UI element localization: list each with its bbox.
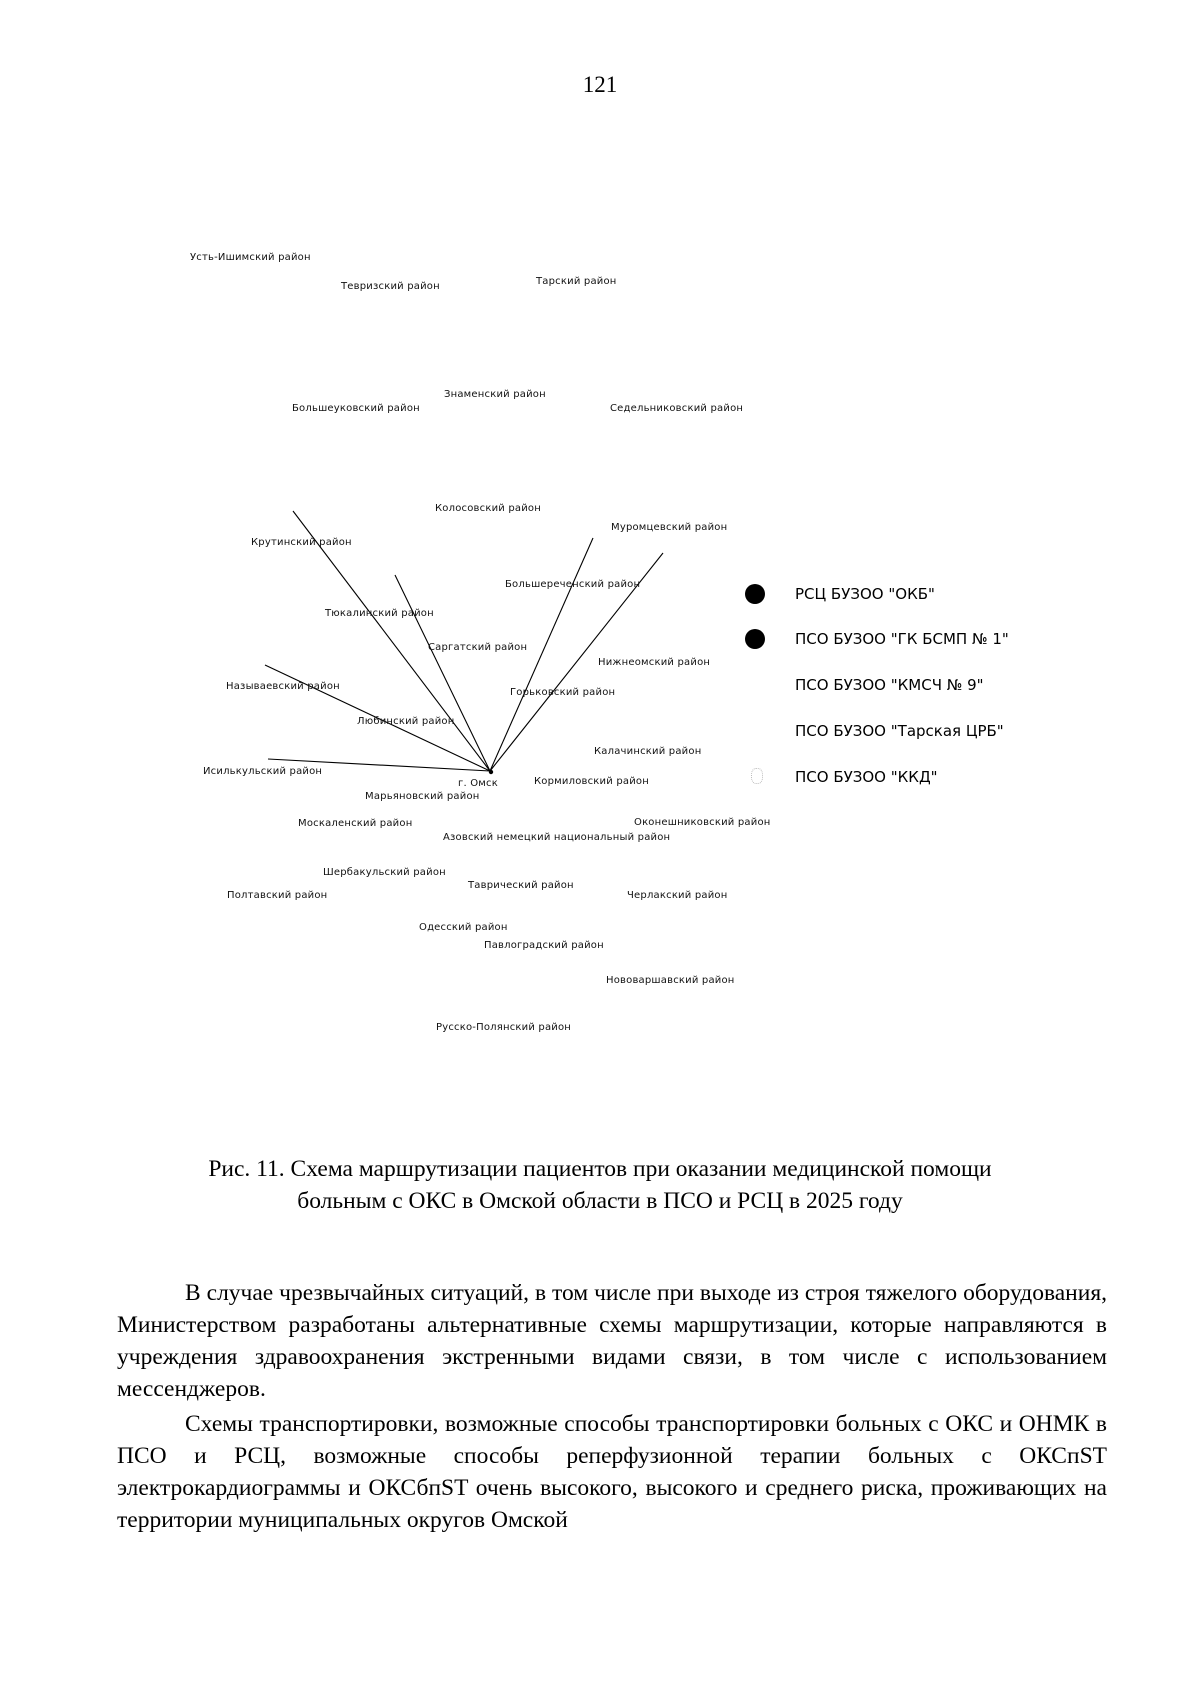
page-number: 121 — [582, 72, 618, 97]
district-label-odesskoe: Одесский район — [419, 922, 508, 933]
legend-label: РСЦ БУЗОО "ОКБ" — [795, 585, 935, 603]
district-label-gorkovskoe: Горьковский район — [510, 687, 616, 698]
legend-marker-filled-circle — [745, 629, 765, 649]
body-text — [117, 1277, 1107, 1539]
district-label-nizhneomka: Нижнеомский район — [598, 657, 711, 668]
omsk-center-point — [489, 770, 493, 774]
district-label-maryanovka: Марьяновский район — [365, 791, 480, 802]
route-line-tyukalinsk — [395, 575, 490, 771]
paragraph: В случае чрезвычайных ситуаций, в том числе при выходе из строя тяжелого оборудования, Министерством разработаны альтернативные схемы маршрутизации, которые направляются в учреждения здравоохранения экстренными видами связи, в том числе с использованием мессенджеров. — [117, 1280, 1107, 1402]
district-label-znamenskoe: Знаменский район — [444, 389, 546, 400]
district-label-muromtsevo: Муромцевский район — [611, 522, 728, 533]
legend-marker-faint — [751, 768, 763, 784]
legend-label: ПСО БУЗОО "ГК БСМП № 1" — [795, 630, 1009, 648]
district-label-krutinka: Крутинский район — [251, 537, 352, 548]
caption-line: больным с ОКС в Омской области в ПСО и РСЦ в 2025 году — [297, 1188, 903, 1214]
paragraph: Схемы транспортировки, возможные способы транспортировки больных с ОКС и ОНМК в ПСО и РСЦ, возможные способы реперфузионной терапии больных с ОКСпST электрокардиограммы и ОКСбпST очень высокого, высокого и среднего риска, проживающих на территории муниципальных округов Омской — [117, 1411, 1107, 1533]
legend-label: ПСО БУЗОО "КМСЧ № 9" — [795, 676, 984, 694]
district-label-ust-ishim: Усть-Ишимский район — [190, 252, 311, 263]
legend-label: ПСО БУЗОО "Тарская ЦРБ" — [795, 722, 1004, 740]
caption-line: Рис. 11. Схема маршрутизации пациентов при оказании медицинской помощи — [208, 1156, 992, 1182]
district-label-omsk: г. Омск — [458, 778, 498, 789]
district-label-sedelnikovo: Седельниковский район — [610, 403, 744, 414]
legend-marker-filled-circle — [745, 584, 765, 604]
district-label-kolosovka: Колосовский район — [435, 503, 541, 514]
district-label-tara: Тарский район — [536, 276, 617, 287]
district-label-kalachinsk: Калачинский район — [594, 746, 702, 757]
district-label-sherbakul: Шербакульский район — [323, 867, 446, 878]
district-label-nazyvaevsk: Называевский район — [226, 681, 340, 692]
district-label-sargatka: Саргатский район — [428, 642, 528, 653]
district-label-moskalenki: Москаленский район — [298, 818, 413, 829]
district-label-kormilovka: Кормиловский район — [534, 776, 649, 787]
district-label-okoneshnikovo: Оконешниковский район — [634, 817, 771, 828]
district-label-isilkul: Исилькульский район — [203, 766, 323, 777]
district-label-bolsherechye: Большереченский район — [505, 579, 641, 590]
district-label-tavricheskoe: Таврический район — [468, 880, 574, 891]
district-label-azovo: Азовский немецкий национальный район — [443, 832, 671, 843]
district-label-pavlogradka: Павлоградский район — [484, 940, 604, 951]
district-label-novovarshavka: Нововаршавский район — [606, 975, 735, 986]
route-line-bolsherechye — [490, 538, 593, 771]
district-label-lyubino: Любинский район — [357, 716, 455, 727]
figure-caption — [0, 1153, 1200, 1217]
legend-label: ПСО БУЗОО "ККД" — [795, 768, 938, 786]
district-label-tevriz: Тевризский район — [341, 281, 440, 292]
district-label-bolsheukovo: Большеуковский район — [292, 403, 420, 414]
route-line-krutinka — [293, 511, 490, 771]
district-label-tyukalinsk: Тюкалинский район — [325, 608, 434, 619]
district-label-russkaya-polyana: Русско-Полянский район — [436, 1022, 572, 1033]
district-label-cherlak: Черлакский район — [627, 890, 728, 901]
district-label-poltavka: Полтавский район — [227, 890, 328, 901]
